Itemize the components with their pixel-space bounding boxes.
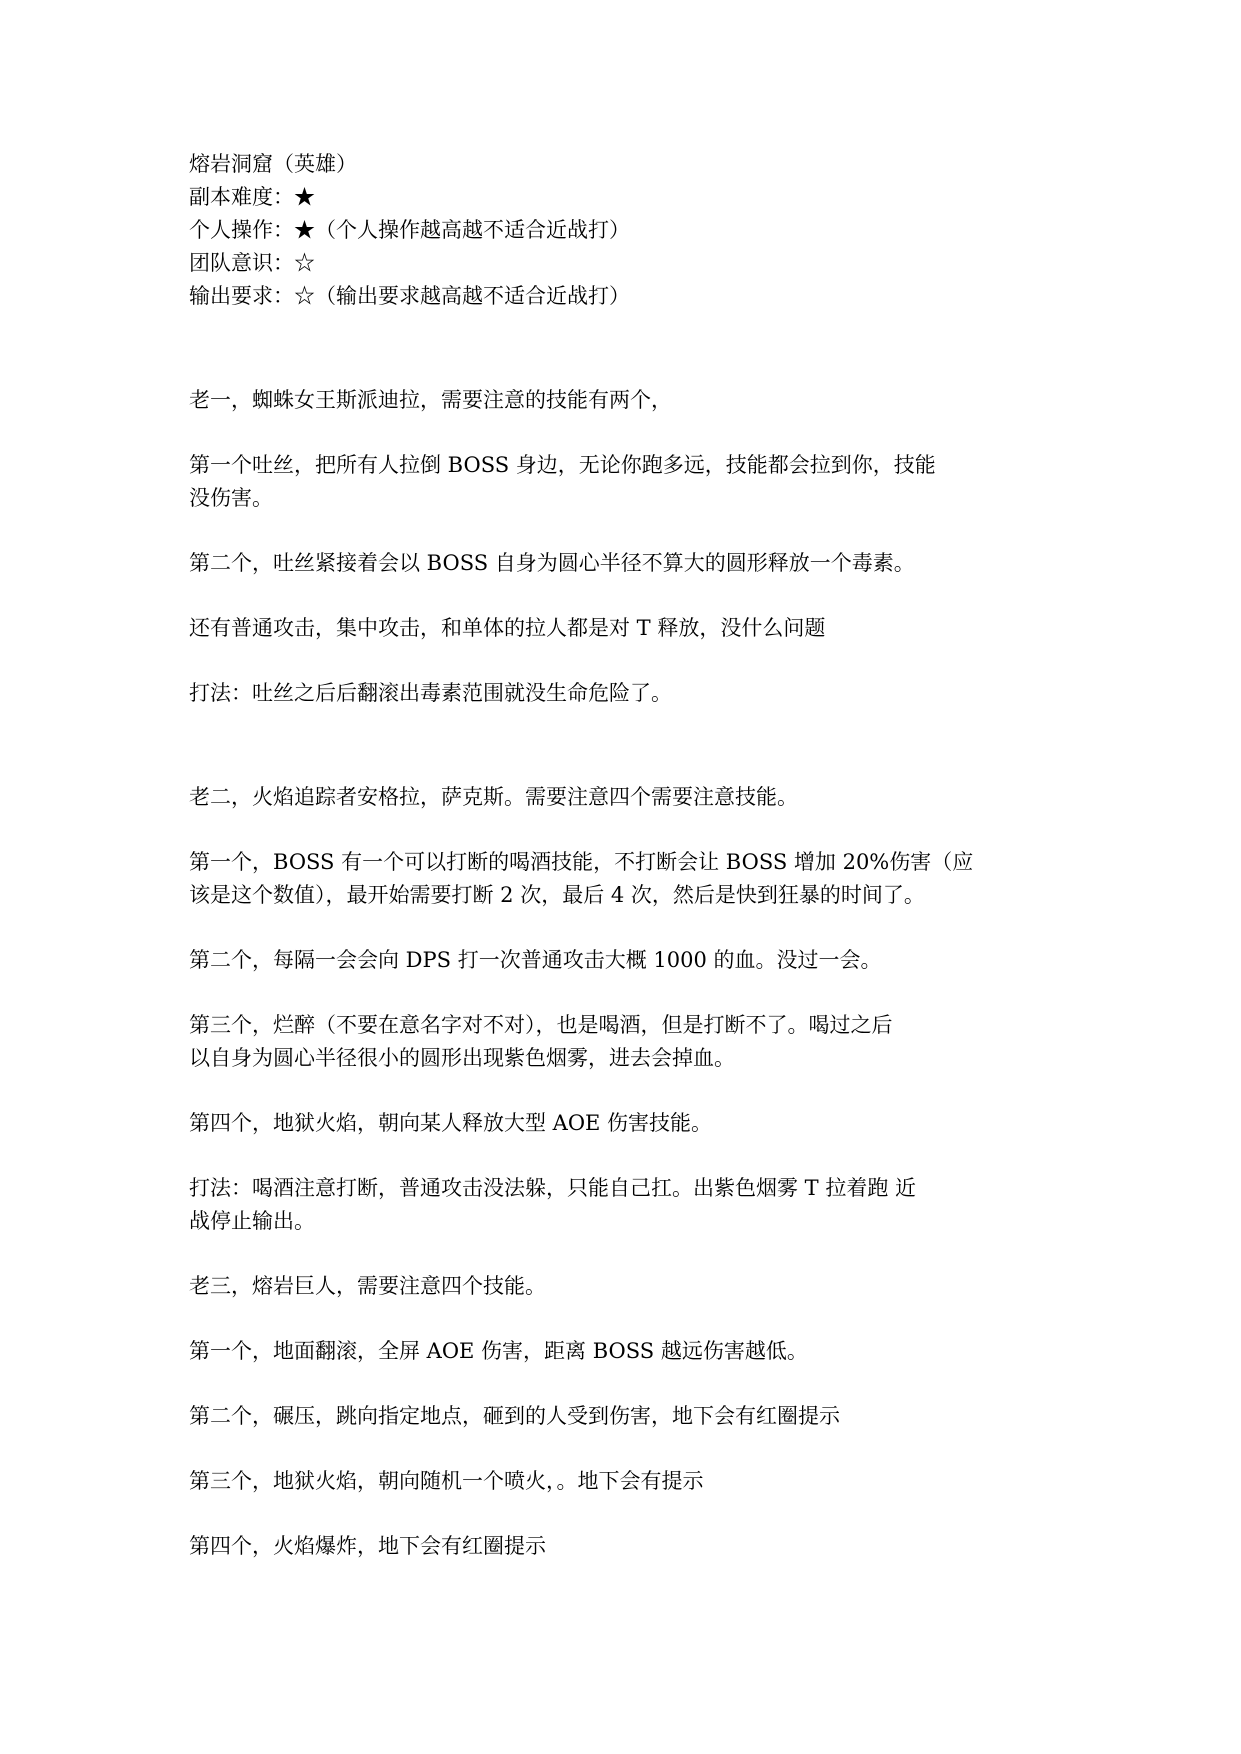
- difficulty-rating: 副本难度：★: [189, 185, 315, 209]
- boss2-skill-1-line-1: 第一个，BOSS 有一个可以打断的喝酒技能，不打断会让 BOSS 增加 20%伤害（应: [189, 850, 974, 874]
- boss1-section: [189, 384, 1069, 710]
- dungeon-header: [189, 148, 1069, 313]
- boss1-skill-1-line-1: 第一个吐丝，把所有人拉倒 BOSS 身边，无论你跑多远，技能都会拉到你，技能: [189, 453, 936, 477]
- boss2-skill-3-line-1: 第三个，烂醉（不要在意名字对不对），也是喝酒，但是打断不了。喝过之后: [189, 1013, 893, 1037]
- boss2-section: [189, 781, 1069, 1238]
- boss3-section: [189, 1270, 1069, 1563]
- team-awareness-rating: 团队意识：☆: [189, 251, 315, 275]
- personal-skill-rating: 个人操作：★（个人操作越高越不适合近战打）: [189, 218, 630, 242]
- boss2-strategy: [189, 1172, 1069, 1238]
- boss1-strategy: 打法：吐丝之后后翻滚出毒素范围就没生命危险了。: [189, 681, 672, 705]
- boss1-skill-2: 第二个，吐丝紧接着会以 BOSS 自身为圆心半径不算大的圆形释放一个毒素。: [189, 551, 915, 575]
- boss2-skill-2: 第二个，每隔一会会向 DPS 打一次普通攻击大概 1000 的血。没过一会。: [189, 948, 882, 972]
- boss3-skill-2: 第二个，碾压，跳向指定地点，砸到的人受到伤害，地下会有红圈提示: [189, 1404, 840, 1428]
- dps-requirement-rating: 输出要求：☆（输出要求越高越不适合近战打）: [189, 284, 630, 308]
- boss2-strategy-line-1: 打法：喝酒注意打断，普通攻击没法躲，只能自己扛。出紫色烟雾 T 拉着跑 近: [189, 1176, 917, 1200]
- boss1-skill-3: 还有普通攻击，集中攻击，和单体的拉人都是对 T 释放，没什么问题: [189, 616, 826, 640]
- dungeon-title: 熔岩洞窟（英雄）: [189, 152, 357, 176]
- boss2-strategy-line-2: 战停止输出。: [189, 1209, 315, 1233]
- boss2-skill-3: [189, 1009, 1069, 1075]
- boss3-skill-4: 第四个，火焰爆炸，地下会有红圈提示: [189, 1534, 546, 1558]
- boss2-skill-1-line-2: 该是这个数值），最开始需要打断 2 次，最后 4 次，然后是快到狂暴的时间了。: [189, 883, 925, 907]
- boss3-skill-3: 第三个，地狱火焰，朝向随机一个喷火，。地下会有提示: [189, 1469, 704, 1493]
- boss3-skill-1: 第一个，地面翻滚，全屏 AOE 伤害，距离 BOSS 越远伤害越低。: [189, 1339, 808, 1363]
- boss2-intro: 老二，火焰追踪者安格拉，萨克斯。需要注意四个需要注意技能。: [189, 785, 798, 809]
- boss1-intro: 老一，蜘蛛女王斯派迪拉，需要注意的技能有两个，: [189, 388, 672, 412]
- boss2-skill-1: [189, 846, 1069, 912]
- boss1-skill-1: [189, 449, 1069, 515]
- document-page: [189, 148, 1069, 1563]
- boss1-skill-1-line-2: 没伤害。: [189, 486, 273, 510]
- boss2-skill-4: 第四个，地狱火焰，朝向某人释放大型 AOE 伤害技能。: [189, 1111, 713, 1135]
- boss3-intro: 老三，熔岩巨人，需要注意四个技能。: [189, 1274, 546, 1298]
- boss2-skill-3-line-2: 以自身为圆心半径很小的圆形出现紫色烟雾，进去会掉血。: [189, 1046, 735, 1070]
